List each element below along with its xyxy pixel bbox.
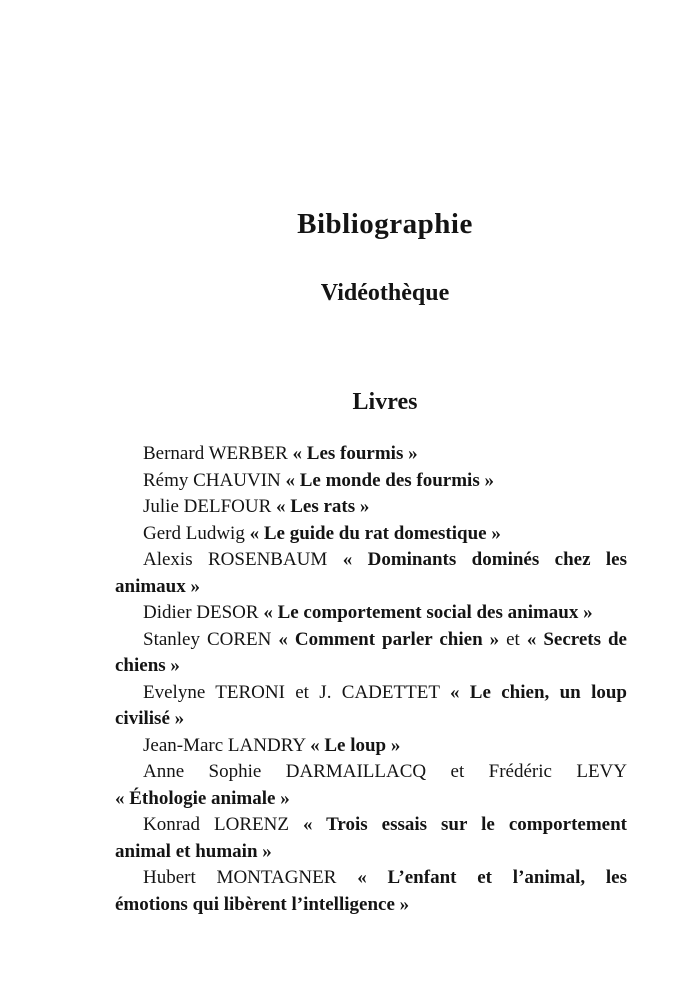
section-livres-heading: Livres	[352, 389, 418, 415]
book-entry-line	[115, 812, 627, 839]
book-entry-line	[115, 574, 627, 601]
book-title-text: « Le monde des fourmis »	[285, 469, 494, 491]
book-entry-line	[115, 521, 627, 548]
book-entry-line	[115, 865, 627, 892]
book-entry	[115, 627, 627, 680]
book-title-text: animaux »	[115, 575, 200, 597]
book-entry-line	[115, 653, 627, 680]
book-entry-line	[115, 892, 627, 919]
book-title-text: « Le chien, un loup	[449, 681, 627, 703]
author-name-text: Alexis ROSENBAUM	[143, 549, 343, 570]
book-title-text: émotions qui libèrent l’intelligence »	[115, 893, 410, 915]
book-entry	[115, 600, 627, 627]
book-entry-line	[115, 706, 627, 733]
book-entry-line	[115, 494, 627, 521]
book-title-text: animal et humain »	[115, 840, 272, 862]
book-entry-line	[115, 733, 627, 760]
author-name-text: Anne Sophie DARMAILLACQ et Frédéric LEVY	[143, 761, 627, 782]
author-name-text: Hubert MONTAGNER	[143, 867, 358, 888]
book-entry-line	[115, 786, 627, 813]
book-entry	[115, 680, 627, 733]
book-entry-line	[115, 441, 627, 468]
book-entry-line	[115, 627, 627, 654]
book-title-text: « Les rats »	[276, 496, 370, 517]
author-name-text: Gerd Ludwig	[143, 522, 250, 544]
book-entry	[115, 759, 627, 812]
book-entry-line	[115, 600, 627, 627]
book-title-text: « Le guide du rat domestique »	[249, 522, 501, 544]
book-title-text: « Secrets de	[526, 628, 627, 650]
author-name-text: Jean-Marc LANDRY	[143, 734, 311, 756]
author-name-text: Rémy CHAUVIN	[143, 469, 286, 491]
author-name-text: Stanley COREN	[143, 628, 279, 650]
author-name-text: Evelyne TERONI et J. CADETTET	[143, 681, 450, 703]
book-entry	[115, 494, 627, 521]
book-title-text: « Le loup »	[310, 734, 401, 756]
book-title-text: « Dominants dominés chez les	[342, 549, 627, 570]
book-entry	[115, 521, 627, 548]
book-title-text: « Éthologie animale »	[115, 787, 290, 809]
book-entry	[115, 468, 627, 495]
book-list	[115, 441, 627, 918]
book-title-text: « Comment parler chien »	[278, 628, 500, 650]
book-title-text: « Le comportement social des animaux »	[263, 602, 593, 623]
book-title-text: chiens »	[115, 655, 180, 676]
book-entry	[115, 733, 627, 760]
book-entry-line	[115, 839, 627, 866]
page-title: Bibliographie	[297, 208, 473, 240]
author-name-text: Konrad LORENZ	[143, 814, 303, 835]
book-entry-line	[115, 547, 627, 574]
author-name-text: Didier DESOR	[143, 602, 264, 623]
author-name-text: Bernard WERBER	[143, 443, 293, 464]
book-entry-line	[115, 468, 627, 495]
book-entry	[115, 812, 627, 865]
author-name-text: et	[499, 628, 527, 650]
book-entry-line	[115, 680, 627, 707]
book-entry	[115, 865, 627, 918]
section-videotheque-heading: Vidéothèque	[320, 280, 450, 306]
author-name-text: Julie DELFOUR	[143, 496, 276, 517]
book-entry-line	[115, 759, 627, 786]
book-title-text: « Les fourmis »	[292, 443, 418, 464]
book-title-text: « Trois essais sur le comportement	[302, 814, 627, 835]
book-title-text: civilisé »	[115, 708, 185, 729]
book-title-text: « L’enfant et l’animal, les	[357, 867, 627, 888]
book-entry	[115, 441, 627, 468]
book-entry	[115, 547, 627, 600]
